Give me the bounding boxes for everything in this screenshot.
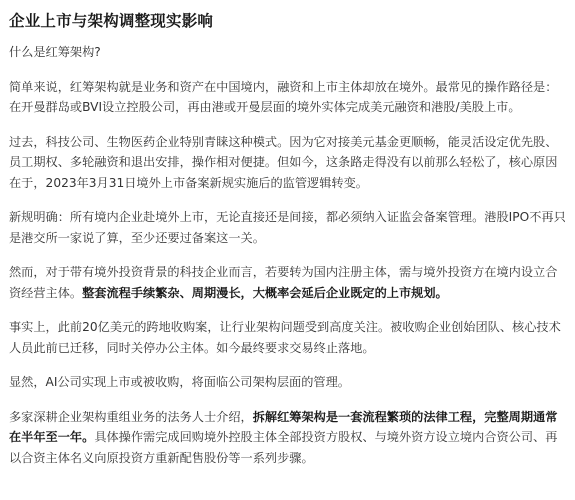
paragraph	[9, 407, 568, 469]
text-segment: 多家深耕企业架构重组业务的法务人士介绍，	[9, 409, 253, 424]
paragraph	[9, 132, 568, 194]
paragraph	[9, 42, 568, 63]
paragraph	[9, 77, 568, 118]
paragraph	[9, 372, 568, 393]
bold-text-segment: 拆解红筹架构是一套流程繁琐的法律工程，完整周期通常在半年至一年。	[9, 409, 558, 444]
text-segment: 过去，科技公司、生物医药企业特别青睐这种模式。因为它对接美元基金更顺畅，能灵活设定优先股、员工期权、多轮融资和退出安排，操作相对便捷。但如今，这条路走得没有以前那么轻松了，核心原因在于，2023年3月31日境外上市备案新规实施后的监管逻辑转变。	[9, 134, 558, 190]
paragraph	[9, 262, 568, 303]
paragraph	[9, 207, 568, 248]
text-segment: 什么是红筹架构?	[9, 45, 101, 59]
text-segment: 新规明确：所有境内企业赴境外上市，无论直接还是间接，都必须纳入证监会备案管理。港股IPO不再只是港交所一家说了算，至少还要过备案这一关。	[9, 210, 566, 245]
text-segment: 显然，AI公司实现上市或被收购，将面临公司架构层面的管理。	[9, 375, 350, 389]
bold-text-segment: 整套流程手续繁杂、周期漫长，大概率会延后企业既定的上市规划。	[82, 285, 448, 300]
paragraph	[9, 317, 568, 358]
text-segment: 然而，对于带有境外投资背景的科技企业而言，若要转为国内注册主体，需与境外投资方在境内设立合资经营主体。	[9, 265, 558, 300]
text-segment: 具体操作需完成回购境外控股主体全部投资方股权、与境外资方设立境内合资公司、再以合资主体名义向原投资方重新配售股份等一系列步骤。	[9, 430, 558, 465]
text-segment: 事实上，此前20亿美元的跨地收购案，让行业架构问题受到高度关注。被收购企业创始团队、核心技术人员此前已迁移，同时关停办公主体。如今最终要求交易终止落地。	[9, 320, 561, 355]
article-title: 企业上市与架构调整现实影响	[9, 12, 214, 30]
text-segment: 简单来说，红筹架构就是业务和资产在中国境内，融资和上市主体却放在境外。最常见的操作路径是：在开曼群岛或BVI设立控股公司，再由港或开曼层面的境外实体完成美元融资和港股/美股上市。	[9, 79, 558, 114]
